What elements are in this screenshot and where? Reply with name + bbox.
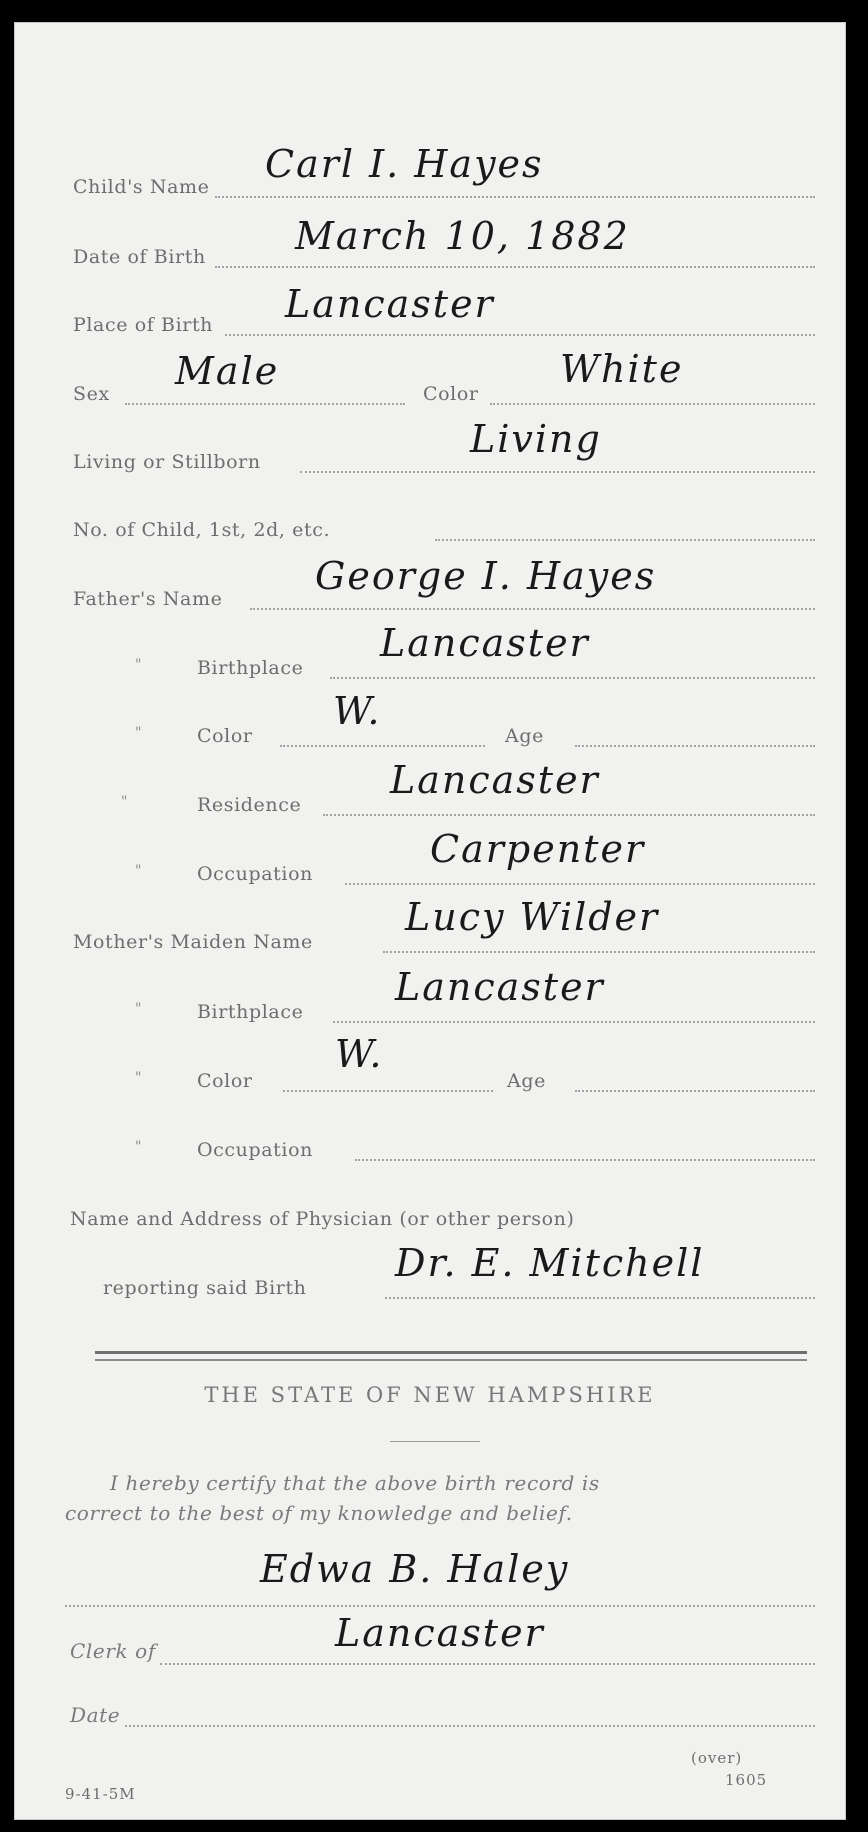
father-color-label: Color: [197, 725, 253, 747]
child-no-row: [15, 491, 845, 541]
over-label: (over): [691, 1749, 743, 1767]
sex-label: Sex: [73, 383, 110, 405]
mother-age-label: Age: [507, 1070, 546, 1092]
dob-label: Date of Birth: [73, 246, 206, 268]
living-row: [15, 417, 845, 473]
child-name-line: [215, 196, 815, 198]
pob-label: Place of Birth: [73, 314, 214, 336]
father-residence-line: [323, 814, 815, 816]
father-residence-label: Residence: [197, 794, 302, 816]
father-color-value: W.: [333, 689, 382, 733]
living-value: Living: [470, 417, 602, 461]
ditto-mark: ": [135, 863, 142, 879]
form-number: 1605: [725, 1771, 768, 1789]
ditto-mark: ": [121, 794, 128, 810]
birth-record-card: [14, 22, 846, 1820]
divider-rule-bottom: [95, 1359, 807, 1361]
mother-name-label: Mother's Maiden Name: [73, 931, 313, 953]
mother-color-row: [15, 1032, 845, 1092]
clerk-value: Lancaster: [335, 1611, 545, 1655]
color-value: White: [560, 347, 684, 391]
certify-line-1: I hereby certify that the above birth record is: [110, 1471, 600, 1495]
child-no-line: [435, 539, 815, 541]
mother-birthplace-line: [333, 1021, 815, 1023]
mother-occupation-label: Occupation: [197, 1139, 313, 1161]
date-line: [125, 1725, 815, 1727]
child-name-value: Carl I. Hayes: [265, 142, 544, 186]
mother-occupation-line: [355, 1159, 815, 1161]
form-code: 9-41-5M: [65, 1785, 136, 1803]
sex-line: [125, 403, 405, 405]
mother-color-label: Color: [197, 1070, 253, 1092]
child-name-label: Child's Name: [73, 176, 210, 198]
father-residence-row: [15, 758, 845, 816]
physician-reporting-row: [15, 1241, 845, 1299]
clerk-signature: Edwa B. Haley: [260, 1547, 570, 1591]
ditto-mark: ": [135, 1001, 142, 1017]
dob-line: [215, 266, 815, 268]
ditto-mark: ": [135, 1070, 142, 1086]
ditto-mark: ": [135, 725, 142, 741]
mother-occupation-row: [15, 1111, 845, 1161]
pob-line: [225, 334, 815, 336]
color-line: [490, 403, 815, 405]
signature-line: [65, 1605, 815, 1607]
father-name-value: George I. Hayes: [315, 554, 657, 598]
father-birthplace-value: Lancaster: [380, 621, 590, 665]
father-occupation-line: [345, 883, 815, 885]
pob-value: Lancaster: [285, 282, 495, 326]
divider-rule-top: [95, 1351, 807, 1354]
state-underline: [390, 1441, 480, 1442]
physician-label-1: Name and Address of Physician (or other person): [70, 1208, 575, 1230]
father-occupation-row: [15, 827, 845, 885]
physician-label-2: reporting said Birth: [103, 1277, 307, 1299]
mother-birthplace-row: [15, 965, 845, 1023]
mother-name-value: Lucy Wilder: [405, 895, 660, 939]
father-age-line: [575, 745, 815, 747]
father-color-row: [15, 689, 845, 747]
child-name-row: [15, 142, 845, 198]
ditto-mark: ": [135, 1139, 142, 1155]
ditto-mark: ": [135, 657, 142, 673]
certify-line-2: correct to the best of my knowledge and belief.: [65, 1501, 573, 1525]
pob-row: [15, 282, 845, 336]
father-occupation-label: Occupation: [197, 863, 313, 885]
father-name-label: Father's Name: [73, 588, 223, 610]
dob-value: March 10, 1882: [295, 214, 630, 258]
father-birthplace-label: Birthplace: [197, 657, 304, 679]
mother-birthplace-label: Birthplace: [197, 1001, 304, 1023]
physician-row: [15, 1180, 845, 1230]
dob-row: [15, 214, 845, 268]
father-color-line: [280, 745, 485, 747]
state-heading: THE STATE OF NEW HAMPSHIRE: [204, 1383, 656, 1407]
mother-name-line: [383, 951, 815, 953]
father-name-line: [250, 608, 815, 610]
father-birthplace-line: [330, 677, 815, 679]
mother-color-line: [283, 1090, 493, 1092]
living-label: Living or Stillborn: [73, 451, 261, 473]
color-label: Color: [423, 383, 479, 405]
physician-line: [385, 1297, 815, 1299]
mother-name-row: [15, 895, 845, 953]
sex-value: Male: [175, 349, 280, 393]
father-age-label: Age: [505, 725, 544, 747]
father-birthplace-row: [15, 621, 845, 679]
living-line: [300, 471, 815, 473]
clerk-line: [160, 1663, 815, 1665]
mother-color-value: W.: [335, 1032, 384, 1076]
sex-row: [15, 347, 845, 405]
father-residence-value: Lancaster: [390, 758, 600, 802]
physician-value: Dr. E. Mitchell: [395, 1241, 705, 1285]
father-name-row: [15, 554, 845, 610]
child-no-label: No. of Child, 1st, 2d, etc.: [73, 519, 331, 541]
date-label: Date: [70, 1703, 121, 1727]
clerk-label: Clerk of: [70, 1639, 156, 1663]
mother-age-line: [575, 1090, 815, 1092]
mother-birthplace-value: Lancaster: [395, 965, 605, 1009]
father-occupation-value: Carpenter: [430, 827, 646, 871]
